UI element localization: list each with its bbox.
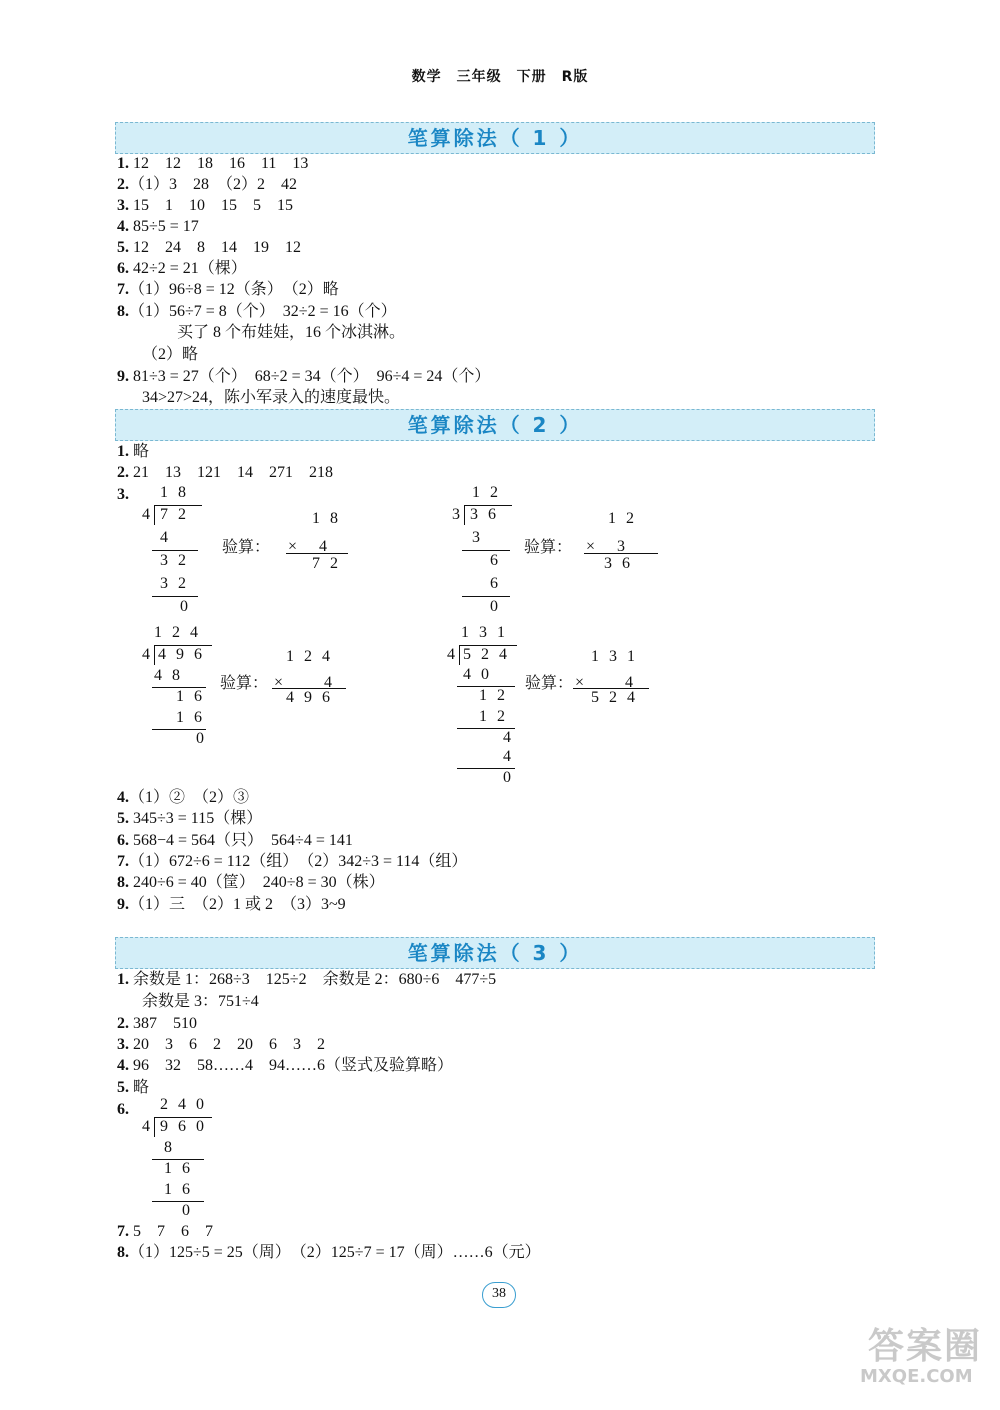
answer-line — [117, 442, 149, 462]
answer-line — [117, 1100, 129, 1120]
answer-line — [117, 1056, 453, 1076]
check-product: 5 2 4 — [591, 689, 638, 706]
question-number: 4. — [117, 1057, 129, 1074]
answer-continuation: 余数是 3：751÷4 — [142, 993, 259, 1010]
check-multiplicand: 1 3 1 — [591, 648, 638, 665]
question-number: 6. — [117, 1101, 129, 1118]
answer-continuation: （2）略 — [142, 346, 199, 363]
answer-text: （1）② （2）③ — [129, 789, 250, 806]
answer-text: 略 — [129, 443, 150, 460]
answer-line — [117, 1222, 213, 1242]
answer-line — [117, 463, 333, 483]
subtraction-line — [152, 596, 198, 597]
answer-line — [117, 259, 247, 279]
quotient: 1 8 — [160, 484, 189, 501]
answer-line — [117, 895, 346, 915]
answer-line — [117, 852, 467, 872]
division-bracket — [459, 645, 460, 665]
long-division-496-div-4 — [140, 624, 380, 754]
remainder: 0 — [490, 598, 501, 615]
remainder: 0 — [503, 769, 514, 786]
question-number: 8. — [117, 874, 129, 891]
answer-line — [117, 302, 397, 322]
answer-text: （1）三 （2）1 或 2 （3）3~9 — [129, 896, 346, 913]
question-number: 1. — [117, 443, 129, 460]
answer-text: 12 24 8 14 19 12 — [129, 239, 302, 256]
question-number: 2. — [117, 464, 129, 481]
answer-line — [117, 809, 262, 829]
partial-product: 4 8 — [154, 667, 183, 684]
answer-line — [117, 831, 353, 851]
answer-text: 21 13 121 14 271 218 — [129, 464, 334, 481]
check-label: 验算： — [525, 675, 574, 692]
partial-product: 4 0 — [463, 666, 492, 683]
answer-text: 20 3 6 2 20 6 3 2 — [129, 1036, 326, 1053]
check-label: 验算： — [220, 675, 269, 692]
check-multiplicand: 1 2 — [608, 510, 637, 527]
answer-line — [117, 1035, 325, 1055]
answer-text: 568−4 = 564（只） 564÷4 = 141 — [129, 832, 353, 849]
question-number: 5. — [117, 1079, 129, 1096]
divisor: 3 — [452, 506, 463, 523]
answer-line — [117, 1014, 197, 1034]
division-bracket — [154, 505, 155, 525]
check-product: 3 6 — [604, 555, 633, 572]
answer-line — [117, 238, 301, 258]
question-number: 4. — [117, 789, 129, 806]
question-number: 7. — [117, 853, 129, 870]
partial-product: 1 6 — [176, 709, 205, 726]
multiplication-line — [584, 553, 658, 554]
watermark — [860, 1318, 990, 1398]
question-number: 7. — [117, 1223, 129, 1240]
question-number: 8. — [117, 303, 129, 320]
answer-line — [117, 154, 308, 174]
page-header: 数学 三年级 下册 R版 — [411, 69, 589, 85]
answer-text: （1）125÷5 = 25（周） （2）125÷7 = 17（周）……6（元） — [129, 1244, 541, 1261]
partial-remainder: 3 2 — [160, 552, 189, 569]
answer-text: 12 12 18 16 11 13 — [129, 155, 309, 172]
answer-text: 5 7 6 7 — [129, 1223, 214, 1240]
answer-text: 85÷5 = 17 — [129, 218, 199, 235]
question-number: 1. — [117, 971, 129, 988]
check-multiplier: × 3 — [586, 538, 629, 555]
division-bracket — [464, 505, 465, 525]
answer-text: （1）96÷8 = 12（条） （2）略 — [129, 281, 339, 298]
division-bracket — [154, 645, 155, 665]
question-number: 2. — [117, 176, 129, 193]
answer-text: 240÷6 = 40（筐） 240÷8 = 30（株） — [129, 874, 385, 891]
answer-text: 15 1 10 15 5 15 — [129, 197, 294, 214]
page-number: 38 — [482, 1282, 516, 1308]
question-number: 3. — [117, 197, 129, 214]
answer-line — [117, 217, 199, 237]
partial-remainder: 6 — [490, 552, 501, 569]
check-multiplicand: 1 8 — [312, 510, 341, 527]
partial-remainder: 1 6 — [176, 688, 205, 705]
quotient: 1 3 1 — [461, 624, 508, 641]
long-division-960-div-4 — [140, 1096, 240, 1226]
check-label: 验算： — [524, 539, 573, 556]
check-product: 7 2 — [312, 555, 341, 572]
partial-product: 8 — [164, 1139, 175, 1156]
divisor: 4 — [142, 506, 153, 523]
answer-text: 96 32 58……4 94……6（竖式及验算略） — [129, 1057, 454, 1074]
question-number: 9. — [117, 368, 129, 385]
answer-line — [117, 280, 339, 300]
answer-continuation: 买了 8 个布娃娃，16 个冰淇淋。 — [177, 324, 406, 341]
question-number: 5. — [117, 810, 129, 827]
remainder: 0 — [182, 1202, 193, 1219]
divisor: 4 — [142, 1118, 153, 1135]
remainder: 0 — [180, 598, 191, 615]
long-division-524-div-4 — [445, 624, 685, 790]
answer-line — [117, 175, 297, 195]
partial-product: 1 2 — [479, 708, 508, 725]
answer-text: （1）3 28 （2）2 42 — [129, 176, 298, 193]
long-division-72-div-4 — [140, 484, 360, 624]
answer-line — [117, 970, 496, 990]
answer-text: 387 510 — [129, 1015, 198, 1032]
question-number: 2. — [117, 1015, 129, 1032]
watermark-url: MXQE.COM — [860, 1366, 973, 1387]
answer-continuation: 34>27>24，陈小军录入的速度最快。 — [142, 389, 401, 406]
question-number: 6. — [117, 832, 129, 849]
subtraction-line — [462, 550, 510, 551]
question-number: 3. — [117, 486, 129, 503]
answer-line — [117, 873, 385, 893]
subtraction-line — [462, 596, 510, 597]
quotient: 2 4 0 — [160, 1096, 207, 1113]
check-label: 验算： — [222, 539, 271, 556]
partial-remainder: 1 6 — [164, 1160, 193, 1177]
answer-text: 余数是 1：268÷3 125÷2 余数是 2：680÷6 477÷5 — [129, 971, 497, 988]
answer-line — [117, 485, 129, 505]
partial-product: 4 — [160, 529, 171, 546]
question-number: 5. — [117, 239, 129, 256]
question-number: 1. — [117, 155, 129, 172]
answer-text: 345÷3 = 115（棵） — [129, 810, 263, 827]
answer-text: （1）672÷6 = 112（组） （2）342÷3 = 114（组） — [129, 853, 468, 870]
question-number: 3. — [117, 1036, 129, 1053]
dividend: 9 6 0 — [160, 1118, 207, 1135]
answer-text: 42÷2 = 21（棵） — [129, 260, 247, 277]
question-number: 4. — [117, 218, 129, 235]
subtraction-line — [152, 550, 198, 551]
section-title-3: 笔算除法（ 3 ） — [115, 937, 875, 969]
answer-text: （1）56÷7 = 8（个） 32÷2 = 16（个） — [129, 303, 397, 320]
question-number: 6. — [117, 260, 129, 277]
check-multiplicand: 1 2 4 — [286, 648, 333, 665]
check-multiplier: × 4 — [274, 674, 336, 691]
partial-product: 4 — [503, 748, 514, 765]
dividend: 4 9 6 — [158, 646, 205, 663]
answer-line — [117, 1243, 541, 1263]
partial-remainder: 4 — [503, 729, 514, 746]
partial-remainder: 1 2 — [479, 687, 508, 704]
dividend: 3 6 — [470, 506, 499, 523]
check-multiplier: × 4 — [575, 674, 637, 691]
partial-product: 1 6 — [164, 1181, 193, 1198]
subtraction-line — [152, 1201, 204, 1202]
question-number: 7. — [117, 281, 129, 298]
remainder: 0 — [196, 730, 207, 747]
answer-line — [117, 196, 293, 216]
divisor: 4 — [447, 646, 458, 663]
question-number: 8. — [117, 1244, 129, 1261]
multiplication-line — [286, 553, 348, 554]
question-number: 9. — [117, 896, 129, 913]
answer-text: 81÷3 = 27（个） 68÷2 = 34（个） 96÷4 = 24（个） — [129, 368, 491, 385]
partial-product: 3 2 — [160, 575, 189, 592]
watermark-logo-text: 答案圈 — [868, 1326, 983, 1367]
divisor: 4 — [142, 646, 153, 663]
section-title-1: 笔算除法（ 1 ） — [115, 122, 875, 154]
quotient: 1 2 4 — [154, 624, 201, 641]
check-multiplier: × 4 — [288, 538, 331, 555]
answer-line — [117, 788, 249, 808]
answer-line — [117, 367, 490, 387]
dividend: 7 2 — [160, 506, 189, 523]
quotient: 1 2 — [472, 484, 501, 501]
partial-product: 3 — [472, 529, 483, 546]
answer-line — [117, 1078, 149, 1098]
check-product: 4 9 6 — [286, 689, 333, 706]
partial-product: 6 — [490, 575, 501, 592]
division-bracket — [154, 1117, 155, 1137]
answer-text: 略 — [129, 1079, 150, 1096]
section-title-2: 笔算除法（ 2 ） — [115, 409, 875, 441]
dividend: 5 2 4 — [463, 646, 510, 663]
long-division-36-div-3 — [450, 484, 680, 624]
